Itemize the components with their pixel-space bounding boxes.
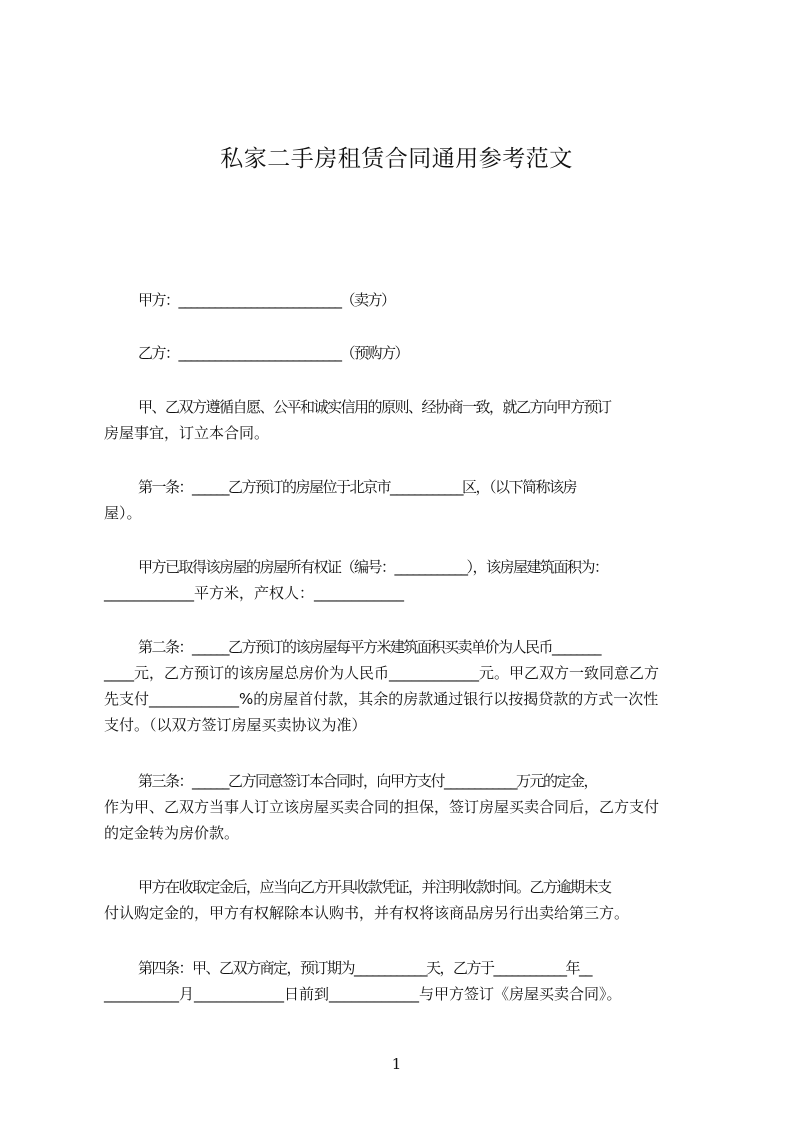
article-1-paragraph bbox=[104, 474, 704, 526]
paragraph-line: __________月____________日前到____________与甲方签订《房屋买卖合同》。 bbox=[104, 985, 622, 1003]
paragraph-line: 作为甲、乙双方当事人订立该房屋买卖合同的担保，签订房屋买卖合同后，乙方支付 bbox=[104, 798, 660, 816]
paragraph-line: 甲方：___________________________（卖方） bbox=[138, 291, 395, 309]
deposit-terms-paragraph bbox=[104, 874, 704, 926]
paragraph-line: 甲方已取得该房屋的房屋所有权证（编号：____________），该房屋建筑面积为： bbox=[138, 558, 608, 576]
paragraph-line: 第三条：______乙方同意签订本合同时，向甲方支付____________万元的定金， bbox=[138, 772, 598, 790]
ownership-paragraph bbox=[104, 554, 704, 606]
paragraph-line: 房屋事宜，订立本合同。 bbox=[104, 424, 270, 442]
paragraph-line: 第二条：______乙方预订的该房屋每平方米建筑面积买卖单价为人民币________ bbox=[138, 638, 601, 656]
paragraph-line: ____________平方米，产权人：____________ bbox=[104, 584, 405, 602]
paragraph-line: 的定金转为房价款。 bbox=[104, 824, 240, 842]
paragraph-line: 屋）。 bbox=[104, 504, 142, 522]
article-4-paragraph bbox=[104, 955, 704, 1007]
document-title: 私家二手房租赁合同通用参考范文 bbox=[220, 146, 573, 172]
article-2-paragraph bbox=[104, 634, 704, 738]
paragraph-line: 第一条：______乙方预订的房屋位于北京市____________区，（以下简称该房 bbox=[138, 478, 577, 496]
paragraph-line: 乙方：___________________________（预购方） bbox=[138, 344, 409, 362]
paragraph-line: 甲方在收取定金后，应当向乙方开具收款凭证，并注明收款时间。乙方逾期未支 bbox=[138, 878, 611, 896]
paragraph-line: 付认购定金的，甲方有权解除本认购书，并有权将该商品房另行出卖给第三方。 bbox=[104, 904, 630, 922]
paragraph-line: 甲、乙双方遵循自愿、公平和诚实信用的原则、经协商一致，就乙方向甲方预订 bbox=[138, 398, 611, 416]
preamble-paragraph bbox=[104, 394, 704, 446]
paragraph-line: 先支付____________%的房屋首付款，其余的房款通过银行以按揭贷款的方式一次性 bbox=[104, 690, 659, 708]
paragraph-line: 支付。（以双方签订房屋买卖协议为准） bbox=[104, 716, 367, 734]
paragraph-line: ____元，乙方预订的该房屋总房价为人民币____________元。甲乙双方一致同意乙方 bbox=[104, 664, 660, 682]
article-3-paragraph bbox=[104, 768, 704, 846]
party-b-paragraph bbox=[104, 340, 704, 366]
page-number: 1 bbox=[391, 1055, 402, 1073]
paragraph-line: 第四条：甲、乙双方商定，预订期为____________天，乙方于____________年__ bbox=[138, 959, 592, 977]
party-a-paragraph bbox=[104, 287, 704, 313]
